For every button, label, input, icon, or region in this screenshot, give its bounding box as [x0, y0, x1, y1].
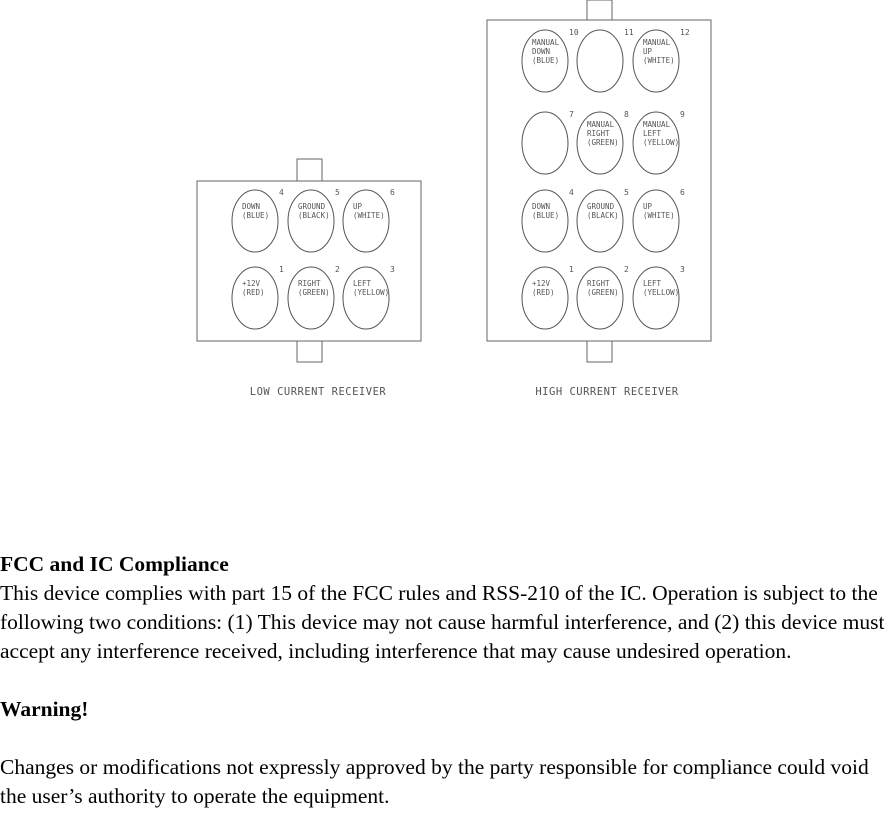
high-pin-1-label: (RED): [532, 288, 555, 297]
high-pin-1-label: +12V: [532, 279, 551, 288]
high-pin-4-socket: [522, 190, 568, 252]
low-current-receiver-caption: LOW CURRENT RECEIVER: [249, 386, 387, 398]
high-pin-4-number: 4: [569, 188, 574, 197]
high-pin-1-socket: [522, 267, 568, 329]
low-pin-6: [343, 188, 395, 252]
high-pin-10-label: (BLUE): [532, 56, 560, 65]
low-pin-1: [232, 265, 284, 329]
high-pin-10-label: DOWN: [532, 47, 551, 56]
high-pin-1-number: 1: [569, 265, 574, 274]
high-current-receiver-caption: HIGH CURRENT RECEIVER: [535, 386, 679, 398]
low-pin-2-socket: [288, 267, 334, 329]
compliance-body: This device complies with part 15 of the FCC rules and RSS-210 of the IC. Operation is subject to the following two conditions: (1) This device may not cause harmful interference, and (2) this device must accept any interference received, including interference that may cause undesired operation.: [0, 581, 885, 663]
compliance-heading: FCC and IC Compliance: [0, 552, 229, 576]
high-pin-8-number: 8: [624, 110, 629, 119]
low-pin-3: [343, 265, 395, 329]
high-pin-6-label: (WHITE): [643, 211, 675, 220]
low-pin-4-label: (BLUE): [242, 211, 270, 220]
low-pin-1-label: +12V: [242, 279, 261, 288]
high-pin-5: [577, 188, 629, 252]
low-current-receiver-connector: [197, 159, 421, 398]
high-pin-3-socket: [633, 267, 679, 329]
warning-heading: Warning!: [0, 697, 89, 721]
low-pin-5-label: GROUND: [298, 202, 326, 211]
warning-body: Changes or modifications not expressly approved by the party responsible for compliance could void the user’s authority to operate the equipment.: [0, 755, 869, 808]
high-pin-2-number: 2: [624, 265, 629, 274]
high-pin-8: [577, 110, 629, 174]
high-pin-6: [633, 188, 685, 252]
low-pin-4-socket: [232, 190, 278, 252]
high-pin-2-socket: [577, 267, 623, 329]
low-pin-3-socket: [343, 267, 389, 329]
low-pin-2-label: RIGHT: [298, 279, 321, 288]
low-pin-2-number: 2: [335, 265, 340, 274]
low-pin-6-socket: [343, 190, 389, 252]
high-pin-8-label: (GREEN): [587, 138, 619, 147]
high-pin-11-socket: [577, 30, 623, 92]
high-pin-6-socket: [633, 190, 679, 252]
high-pin-2-label: RIGHT: [587, 279, 610, 288]
low-pin-5-number: 5: [335, 188, 340, 197]
high-pin-7: [522, 110, 574, 174]
high-pin-9-number: 9: [680, 110, 685, 119]
high-current-receiver-connector: [487, 0, 711, 398]
high-pin-3: [633, 265, 685, 329]
high-pin-5-label: (BLACK): [587, 211, 619, 220]
high-pin-12-number: 12: [680, 28, 690, 37]
low-pin-6-number: 6: [390, 188, 395, 197]
high-pin-5-label: GROUND: [587, 202, 615, 211]
high-pin-12-label: (WHITE): [643, 56, 675, 65]
high-pin-10-label: MANUAL: [532, 38, 560, 47]
low-pin-3-number: 3: [390, 265, 395, 274]
high-pin-4: [522, 188, 574, 252]
high-pin-11-number: 11: [624, 28, 634, 37]
low-pin-3-label: LEFT: [353, 279, 372, 288]
low-pin-1-socket: [232, 267, 278, 329]
high-pin-4-label: (BLUE): [532, 211, 560, 220]
low-pin-4-label: DOWN: [242, 202, 261, 211]
high-pin-3-label: LEFT: [643, 279, 662, 288]
high-pin-4-label: DOWN: [532, 202, 551, 211]
high-pin-5-socket: [577, 190, 623, 252]
high-pin-9-label: LEFT: [643, 129, 662, 138]
compliance-section: [0, 550, 896, 811]
high-pin-12-label: UP: [643, 47, 653, 56]
high-pin-8-label: MANUAL: [587, 120, 615, 129]
low-pin-6-label: (WHITE): [353, 211, 385, 220]
high-pin-7-number: 7: [569, 110, 574, 119]
high-pin-12-label: MANUAL: [643, 38, 671, 47]
low-pin-6-label: UP: [353, 202, 363, 211]
high-pin-9-label: MANUAL: [643, 120, 671, 129]
low-pin-3-label: (YELLOW): [353, 288, 390, 297]
high-pin-9-label: (YELLOW): [643, 138, 680, 147]
high-pin-6-label: UP: [643, 202, 653, 211]
high-pin-2: [577, 265, 629, 329]
low-pin-4-number: 4: [279, 188, 284, 197]
high-pin-1: [522, 265, 574, 329]
high-pin-12: [633, 28, 690, 92]
high-pin-8-label: RIGHT: [587, 129, 610, 138]
low-pin-5-socket: [288, 190, 334, 252]
low-pin-1-label: (RED): [242, 288, 265, 297]
high-pin-7-socket: [522, 112, 568, 174]
high-pin-10: [522, 28, 579, 92]
low-pin-1-number: 1: [279, 265, 284, 274]
high-pin-2-label: (GREEN): [587, 288, 619, 297]
high-pin-5-number: 5: [624, 188, 629, 197]
high-pin-3-number: 3: [680, 265, 685, 274]
low-pin-2-label: (GREEN): [298, 288, 330, 297]
low-pin-2: [288, 265, 340, 329]
high-pin-9: [633, 110, 685, 174]
high-pin-10-number: 10: [569, 28, 579, 37]
low-pin-5-label: (BLACK): [298, 211, 330, 220]
high-pin-3-label: (YELLOW): [643, 288, 680, 297]
low-pin-5: [288, 188, 340, 252]
low-pin-4: [232, 188, 284, 252]
high-pin-11: [577, 28, 634, 92]
high-pin-6-number: 6: [680, 188, 685, 197]
